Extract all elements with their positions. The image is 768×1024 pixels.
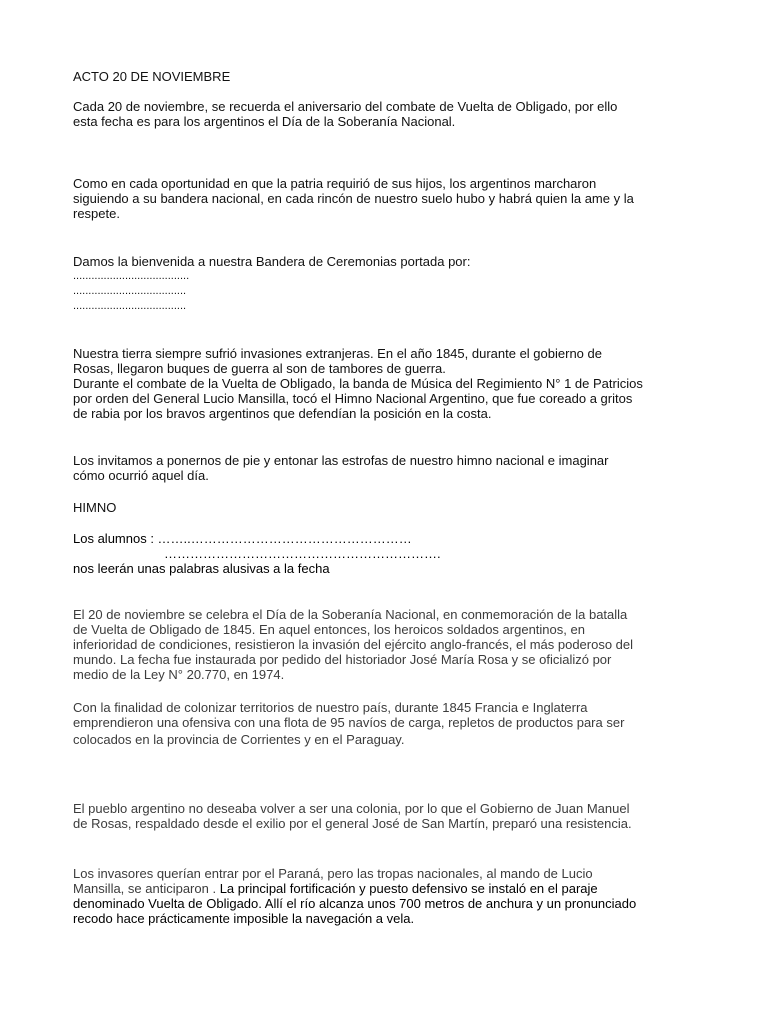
- text-line: medio de la Ley N° 20.770, en 1974.: [73, 667, 285, 682]
- text-line: colocados en la provincia de Corrientes y en el Paraguay.: [73, 732, 405, 747]
- text-line: Los invitamos a ponernos de pie y entonar las estrofas de nuestro himno nacional e imaginar: [73, 453, 609, 468]
- text-line: denominado Vuelta de Obligado. Allí el río alcanza unos 700 metros de anchura y un pronunciado: [73, 896, 637, 911]
- paragraph-invitacion: [73, 453, 713, 483]
- text-span: La principal fortificación y puesto defensivo se instaló en el paraje: [219, 881, 598, 896]
- text-line: nos leerán unas palabras alusivas a la fecha: [73, 561, 330, 576]
- text-line: El 20 de noviembre se celebra el Día de la Soberanía Nacional, en conmemoración de la batalla: [73, 607, 628, 622]
- text-line: cómo ocurrió aquel día.: [73, 468, 209, 483]
- blank-line: ......................................: [73, 270, 190, 282]
- text-line: Damos la bienvenida a nuestra Bandera de Ceremonias portada por:: [73, 254, 471, 269]
- blank-line: .....................................: [73, 300, 187, 312]
- text-line: siguiendo a su bandera nacional, en cada rincón de nuestro suelo hubo y habrá quien la ame y la: [73, 191, 634, 206]
- text-line: respete.: [73, 206, 120, 221]
- paragraph-invasores: [73, 866, 713, 926]
- paragraph-invasiones: [73, 346, 713, 421]
- text-span: Mansilla, se anticiparon .: [73, 881, 220, 896]
- text-line: Nuestra tierra siempre sufrió invasiones extranjeras. En el año 1845, durante el gobierno de: [73, 346, 602, 361]
- text-line: esta fecha es para los argentinos el Día de la Soberanía Nacional.: [73, 114, 456, 129]
- text-line: de rabia por los bravos argentinos que defendían la posición en la costa.: [73, 406, 492, 421]
- text-line: Con la finalidad de colonizar territorios de nuestro país, durante 1845 Francia e Inglaterra: [73, 700, 588, 715]
- text-line: por orden del General Lucio Mansilla, tocó el Himno Nacional Argentino, que fue coreado a gritos: [73, 391, 633, 406]
- text-line: Los invasores querían entrar por el Paraná, pero las tropas nacionales, al mando de Lucio: [73, 866, 593, 881]
- text-line: Durante el combate de la Vuelta de Obligado, la banda de Música del Regimiento N° 1 de Patricios: [73, 376, 643, 391]
- title-text: ACTO 20 DE NOVIEMBRE: [73, 69, 231, 84]
- paragraph-patria: [73, 176, 713, 221]
- text-line: de Rosas, respaldado desde el exilio por el general José de San Martín, preparó una resistencia.: [73, 816, 632, 831]
- himno-text: HIMNO: [73, 500, 117, 515]
- text-line: emprendieron una ofensiva con una flota de 95 navíos de carga, repletos de productos para ser: [73, 715, 625, 730]
- text-line: de Vuelta de Obligado de 1845. En aquel entonces, los heroicos soldados argentinos, en: [73, 622, 585, 637]
- text-line: [73, 881, 713, 896]
- himno-heading: [73, 500, 713, 515]
- paragraph-aniversario: [73, 99, 713, 129]
- text-line: inferioridad de condiciones, resistieron la invasión del ejército anglo-francés, el más poderoso del: [73, 637, 634, 652]
- paragraph-bandera: [73, 254, 713, 314]
- blank-line: .....................................: [73, 285, 187, 297]
- text-line: mundo. La fecha fue instaurada por pedido del historiador José María Rosa y se oficializó por: [73, 652, 612, 667]
- text-line: Rosas, llegaron buques de guerra al son de tambores de guerra.: [73, 361, 446, 376]
- paragraph-alumnos: [73, 531, 713, 576]
- paragraph-resistencia: [73, 801, 713, 831]
- text-line: Cada 20 de noviembre, se recuerda el aniversario del combate de Vuelta de Obligado, por ello: [73, 99, 618, 114]
- text-line: Los alumnos : ……..……………………………………………: [73, 531, 412, 546]
- paragraph-colonizar: [73, 700, 713, 747]
- document-title: [73, 69, 713, 84]
- text-line: El pueblo argentino no deseaba volver a ser una colonia, por lo que el Gobierno de Juan Manuel: [73, 801, 630, 816]
- text-line: Como en cada oportunidad en que la patria requirió de sus hijos, los argentinos marcharon: [73, 176, 597, 191]
- blank-line: ……………………………………………………….: [164, 546, 441, 561]
- paragraph-soberania: [73, 607, 713, 682]
- text-line: recodo hace prácticamente imposible la navegación a vela.: [73, 911, 415, 926]
